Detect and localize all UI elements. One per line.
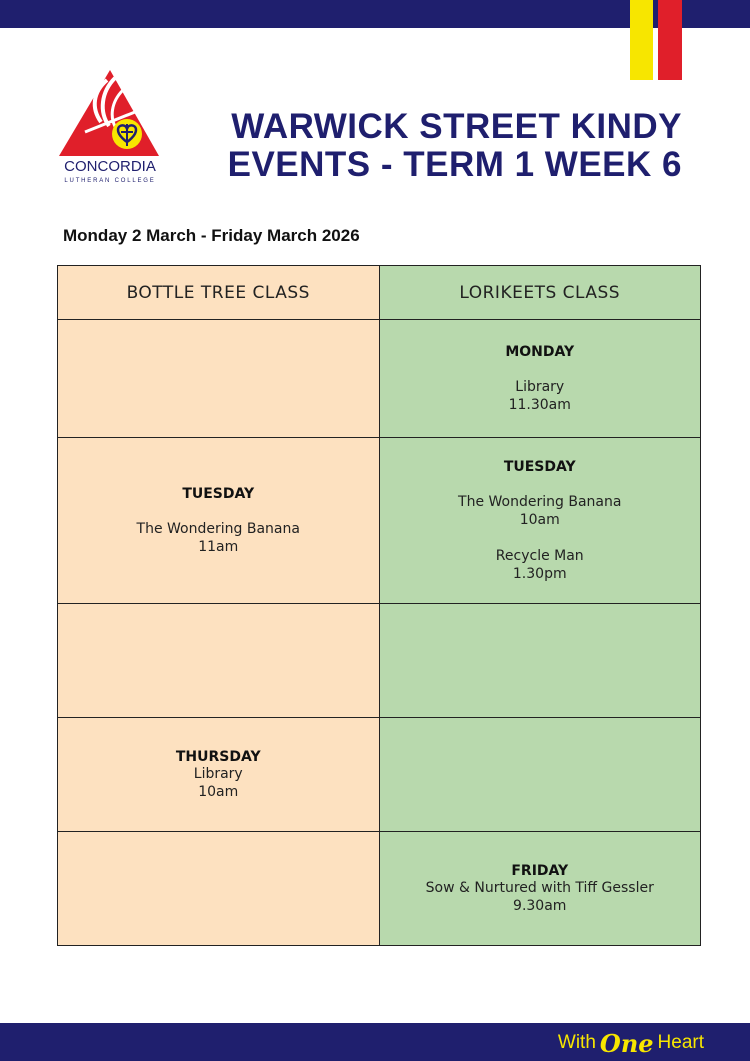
slogan-heart: Heart [657,1032,704,1053]
lori-cell-5 [379,832,701,946]
red-stripe [658,0,682,80]
concordia-logo [55,62,165,187]
lori-event: The Wondering Banana [458,493,622,510]
logo-subtitle: LUTHERAN COLLEGE [64,178,156,184]
bottle-event: The Wondering Banana [136,520,300,537]
title-line-1: WARWICK STREET KINDY [231,107,682,146]
bottle-day-thursday: THURSDAY [175,748,261,765]
date-range: Monday 2 March - Friday March 2026 [63,226,360,245]
bottle-event-time: 11am [198,538,239,555]
bottle-cell-2 [58,438,380,604]
lori-event: Sow & Nurtured with Tiff Gessler [425,879,654,896]
lori-cell-4 [379,718,701,832]
lori-day-monday: MONDAY [505,343,575,360]
page-title [228,108,682,184]
table-row [58,604,701,718]
lori-event: Recycle Man [495,547,584,564]
logo-name: CONCORDIA [64,158,156,175]
table-row [58,438,701,604]
slogan-with: With [557,1032,596,1053]
bottle-day-tuesday: TUESDAY [182,485,255,502]
bottle-event: Library [193,765,243,782]
bottle-cell-4 [58,718,380,832]
table-row [58,320,701,438]
lori-event-time: 10am [519,511,560,528]
lori-day-friday: FRIDAY [511,862,569,879]
lori-cell-1 [379,320,701,438]
lori-cell-3 [379,604,701,718]
bottle-cell-3 [58,604,380,718]
lori-event-time: 11.30am [508,396,571,413]
bottle-cell-5 [58,832,380,946]
yellow-stripe [630,0,653,80]
header-row [58,266,701,320]
lori-event: Library [515,378,565,395]
table-row [58,832,701,946]
lori-cell-2 [379,438,701,604]
bottle-event-time: 10am [198,783,239,800]
slogan [558,1027,704,1059]
slogan-one: One [599,1028,654,1058]
lori-event-time: 9.30am [513,897,567,914]
title-line-2: EVENTS - TERM 1 WEEK 6 [227,145,682,184]
header-lorikeets-class: LORIKEETS CLASS [379,266,701,320]
lori-event-time: 1.30pm [512,565,567,582]
bottle-cell-1 [58,320,380,438]
header-bottle-tree-class: BOTTLE TREE CLASS [58,266,380,320]
logo-emblem-icon [55,62,165,158]
lori-day-tuesday: TUESDAY [503,458,576,475]
table-row [58,718,701,832]
events-table [57,265,701,946]
